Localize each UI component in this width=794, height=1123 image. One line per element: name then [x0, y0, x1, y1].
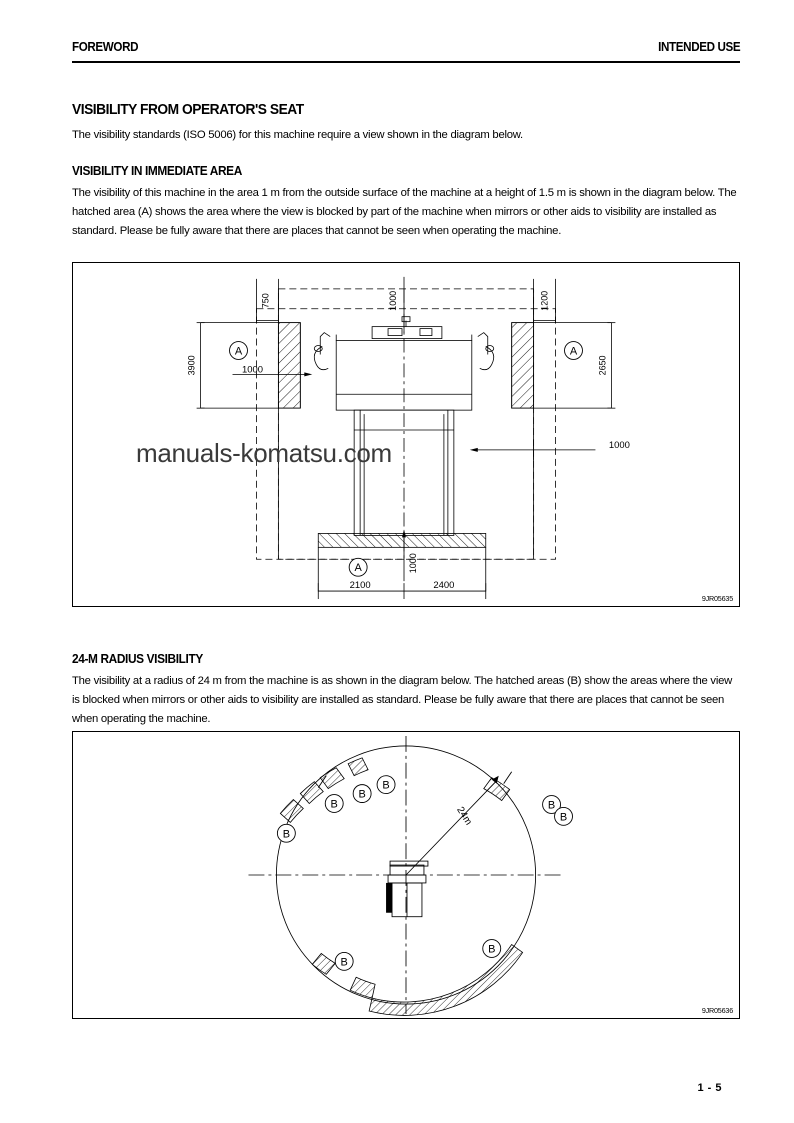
- callout-b-7: [335, 952, 353, 970]
- subsection-title-24m-radius-visibility: 24-M RADIUS VISIBILITY: [72, 652, 203, 666]
- svg-text:B: B: [340, 956, 348, 969]
- svg-text:B: B: [559, 811, 568, 824]
- figure-24m-radius-drawing: [73, 732, 739, 1018]
- callout-b-2: [353, 785, 371, 803]
- subsection-title-visibility-in-immediate-area: VISIBILITY IN IMMEDIATE AREA: [72, 164, 242, 178]
- watermark-text: manuals-komatsu.com: [136, 438, 392, 468]
- section-intro-paragraph: The visibility standards (ISO 5006) for this machine require a view shown in the diagram below.: [72, 129, 523, 141]
- dim-bottom-vertical: 1000: [407, 553, 418, 574]
- svg-text:B: B: [382, 779, 390, 792]
- dim-bottom-right: 2400: [433, 580, 455, 592]
- dim-right-inner: 2650: [597, 355, 608, 376]
- figure-immediate-area-drawing: [73, 263, 739, 606]
- dim-left-outer: 3900: [186, 355, 197, 376]
- page-number: 1 - 5: [697, 1082, 722, 1094]
- callout-b-8: [483, 940, 501, 958]
- subsection-body-24m-radius: The visibility at a radius of 24 m from the machine is as shown in the diagram below. The hatched areas (B) show the areas where the view is blocked when mirrors or other aids to visibility are installed as standard. Please be fully aware that there are places that cannot be seen when operating the machine.: [72, 675, 733, 725]
- radius-label: 24m: [454, 804, 474, 828]
- callout-b-1: [377, 776, 395, 794]
- svg-text:A: A: [234, 345, 243, 358]
- dim-top-right: 1200: [539, 290, 550, 311]
- svg-text:A: A: [354, 562, 362, 575]
- svg-text:B: B: [358, 788, 366, 801]
- callout-b-3: [325, 795, 343, 813]
- dim-left-inner: 1000: [241, 364, 263, 376]
- svg-text:A: A: [569, 345, 578, 358]
- dim-top-center: 1000: [388, 290, 399, 311]
- dim-right-side: 1000: [608, 439, 630, 451]
- dim-bottom-left: 2100: [349, 580, 371, 592]
- figure-immediate-area: [72, 262, 740, 607]
- header-divider: [72, 61, 740, 63]
- section-title-visibility-from-operators-seat: VISIBILITY FROM OPERATOR'S SEAT: [72, 102, 304, 118]
- callout-a-bottom: [349, 558, 367, 576]
- figure-code-immediate-area: 9JR05635: [701, 594, 733, 603]
- figure-code-24m-radius: 9JR05636: [701, 1006, 733, 1015]
- figure-24m-radius: [72, 731, 740, 1019]
- callout-a-right: [565, 342, 583, 360]
- callout-b-6: [555, 807, 573, 825]
- svg-text:B: B: [488, 943, 496, 956]
- header-chapter-label: INTENDED USE: [657, 40, 740, 54]
- callout-b-4: [277, 824, 295, 842]
- svg-text:B: B: [330, 798, 338, 811]
- svg-text:B: B: [547, 799, 556, 812]
- page-header: [72, 40, 740, 54]
- dim-top-left: 750: [260, 293, 271, 309]
- subsection-body-immediate-area: The visibility of this machine in the area 1 m from the outside surface of the machine at a height of 1.5 m is shown in the diagram below. The hatched area (A) shows the area where the view is blocked by part of the machine when mirrors or other aids to visibility are installed as standard. Please be fully aware that there are places that cannot be seen when operating the machine.: [72, 187, 737, 237]
- callout-a-left: [230, 342, 248, 360]
- svg-text:B: B: [282, 828, 291, 841]
- header-section-label: FOREWORD: [72, 40, 139, 54]
